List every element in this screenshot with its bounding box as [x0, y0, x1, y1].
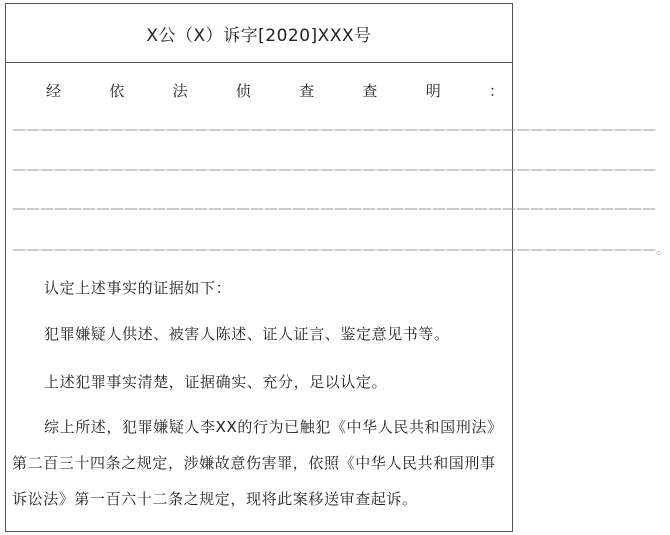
- blank-line: ——————————————————————————————————————————————: [12, 122, 656, 138]
- evidence-intro: 认定上述事实的证据如下：: [44, 279, 232, 297]
- conclusion: 综上所述，犯罪嫌疑人李XX的行为已触犯《中华人民共和国刑法》第二百三十四条之规定，涉嫌故意伤害罪，依照《中华人民共和国刑事诉讼法》第一百六十二条之规定，现将此案移送审查起诉。: [12, 418, 503, 508]
- intro-char: 法: [172, 82, 188, 100]
- intro-char: 查: [362, 82, 378, 100]
- document-frame: [5, 3, 670, 532]
- intro-char: 查: [299, 82, 315, 100]
- blank-line: ——————————————————————————————————————————————: [12, 162, 656, 178]
- document-header: X公（X）诉字[2020]XXX号: [6, 4, 512, 63]
- intro-char: 依: [109, 82, 125, 100]
- intro-char: 侦: [235, 82, 251, 100]
- blank-line: ——————————————————————————————————————————————。: [12, 242, 670, 258]
- evidence-list: 犯罪嫌疑人供述、被害人陈述、证人证言、鉴定意见书等。: [44, 325, 450, 343]
- fact-statement: 上述犯罪事实清楚，证据确实、充分，足以认定。: [44, 373, 388, 391]
- intro-char: 经: [46, 82, 62, 100]
- blank-line: ——————————————————————————————————————————————: [12, 201, 656, 217]
- intro-char: 明: [425, 82, 441, 100]
- intro-line: [46, 80, 504, 101]
- intro-char: ：: [488, 82, 504, 100]
